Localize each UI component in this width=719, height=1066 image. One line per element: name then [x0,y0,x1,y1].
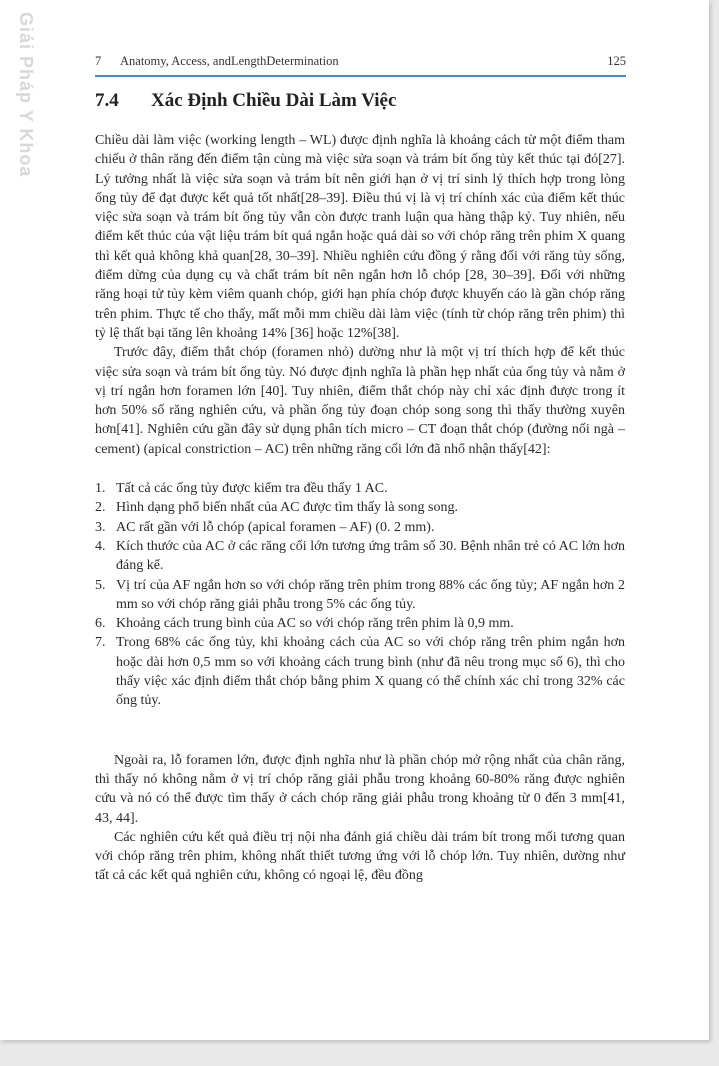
list-number: 3. [95,519,106,535]
header-rule [95,75,626,77]
list-item [95,614,625,633]
list-number: 5. [95,577,106,593]
section-number: 7.4 [95,90,119,111]
list-text: Tất cả các ống tủy được kiểm tra đều thấy 1 AC. [116,481,388,497]
paragraph: Các nghiên cứu kết quả điều trị nội nha đánh giá chiều dài trám bít trong mối tương quan với chóp răng trên phim, không nhất thiết tương ứng với lỗ chóp lớn. Tuy nhiên, dường như tất cả các kết quả nghiên cứu, không có ngoại lệ, đều đồng [95,829,625,884]
paragraph-gap [95,731,625,751]
page-number: 125 [607,54,626,68]
paragraph: Ngoài ra, lỗ foramen lớn, được định nghĩa như là phần chóp mở rộng nhất của chân răng, thì thấy nó không nằm ở vị trí chóp răng giải phẫu trong khoảng 60-80% răng được nghiên cứu và nó có thể được tìm thấy ở cách chóp răng giải phẫu trong khoảng từ 0 đến 3 mm[41, 43, 44]. [95,752,625,826]
list-item [95,479,625,498]
list-text: Hình dạng phổ biến nhất của AC được tìm thấy là song song. [116,500,459,516]
list-item [95,576,625,615]
list-text: Vị trí của AF ngắn hơn so với chóp răng trên phim trong 88% các ống tủy; AF ngắn hơn 2 mm so với chóp răng giải phẫu trong 5% các ống tủy. [116,577,625,612]
list-item [95,518,625,537]
chapter-title: Anatomy, Access, andLengthDetermination [120,54,339,68]
watermark: Giải Pháp Y Khoa [16,12,36,178]
findings-list [95,479,625,711]
list-text: Khoảng cách trung bình của AC so với chóp răng trên phim là 0,9 mm. [116,616,514,632]
list-text: Kích thước của AC ở các răng cối lớn tương ứng trâm số 30. Bệnh nhân trẻ có AC lớn hơn đáng kể. [116,538,625,574]
list-item [95,633,625,710]
list-number: 6. [95,616,106,632]
list-number: 7. [95,635,106,651]
list-item [95,498,625,517]
chapter-number: 7 [95,54,102,68]
paragraph: Trước đây, điểm thắt chóp (foramen nhỏ) dường như là một vị trí thích hợp để kết thúc việc sửa soạn và trám bít ống tủy. Nó được định nghĩa là phần hẹp nhất của ống tủy và nằm ở vị trí ngắn hơn foramen lớn [40]. Tuy nhiên, điểm thắt chóp này chỉ xác định được trong ít hơn 50% số răng nghiên cứu, và phần ống tủy đoạn chóp song song thì thấy thường xuyên hơn[41]. Nghiên cứu gần đây sử dụng phân tích micro – CT đoạn thắt chóp (đường nối ngà – cement) (apical constriction – AC) trên những răng cối lớn đã nhổ nhận thấy[42]: [95,345,625,457]
paragraph: Chiều dài làm việc (working length – WL) được định nghĩa là khoảng cách từ một điểm tham chiếu ở thân răng đến điểm tận cùng mà việc sửa soạn và trám bít ống tủy kết thúc tại đó[27]. Lý tưởng nhất là việc sửa soạn và trám bít nên giới hạn ở vị trí sinh lý thích hợp trong lòng ống tủy để đạt được kết quả tốt nhất[28–39]. Điều thú vị là vị trí chính xác của điểm kết thúc việc sửa soạn và trám bít ống tủy vẫn còn được tranh luận qua hàng thập kỷ. Tuy nhiên, nếu điểm kết thúc của vật liệu trám bít quá ngắn hoặc quá dài so với chóp răng trên phim X quang thì kết quả không khả quan[28, 30–39]. Nhiều nghiên cứu đồng ý rằng đối với răng tủy sống, điểm dừng của dụng cụ và chất trám bít nên ngắn hơn lỗ chóp [28, 30–39]. Đối với những răng hoại tử tủy kèm viêm quanh chóp, giới hạn phía chóp được khuyến cáo là gần chóp răng trên phim. Thực tế cho thấy, mất mỗi mm chiều dài làm việc (tính từ chóp răng trên phim) thì tỷ lệ thất bại tăng lên khoảng 14% [36] hoặc 12%[38]. [95,133,625,341]
list-number: 1. [95,481,106,497]
section-heading [95,90,626,112]
list-number: 2. [95,500,106,516]
list-text: Trong 68% các ống tủy, khi khoảng cách của AC so với chóp răng trên phim ngắn hơn hoặc dài hơn 0,5 mm so với khoảng cách trung bình (như đã nêu trong mục số 6), thì cho thấy việc xác định điểm thắt chóp bằng phim X quang có thể chính xác chỉ trong 32% các ống tủy. [116,635,625,709]
list-text: AC rất gần với lỗ chóp (apical foramen – AF) (0. 2 mm). [116,519,435,535]
body-text [95,131,625,886]
list-item [95,537,625,576]
section-title: Xác Định Chiều Dài Làm Việc [151,90,397,111]
list-number: 4. [95,538,106,554]
